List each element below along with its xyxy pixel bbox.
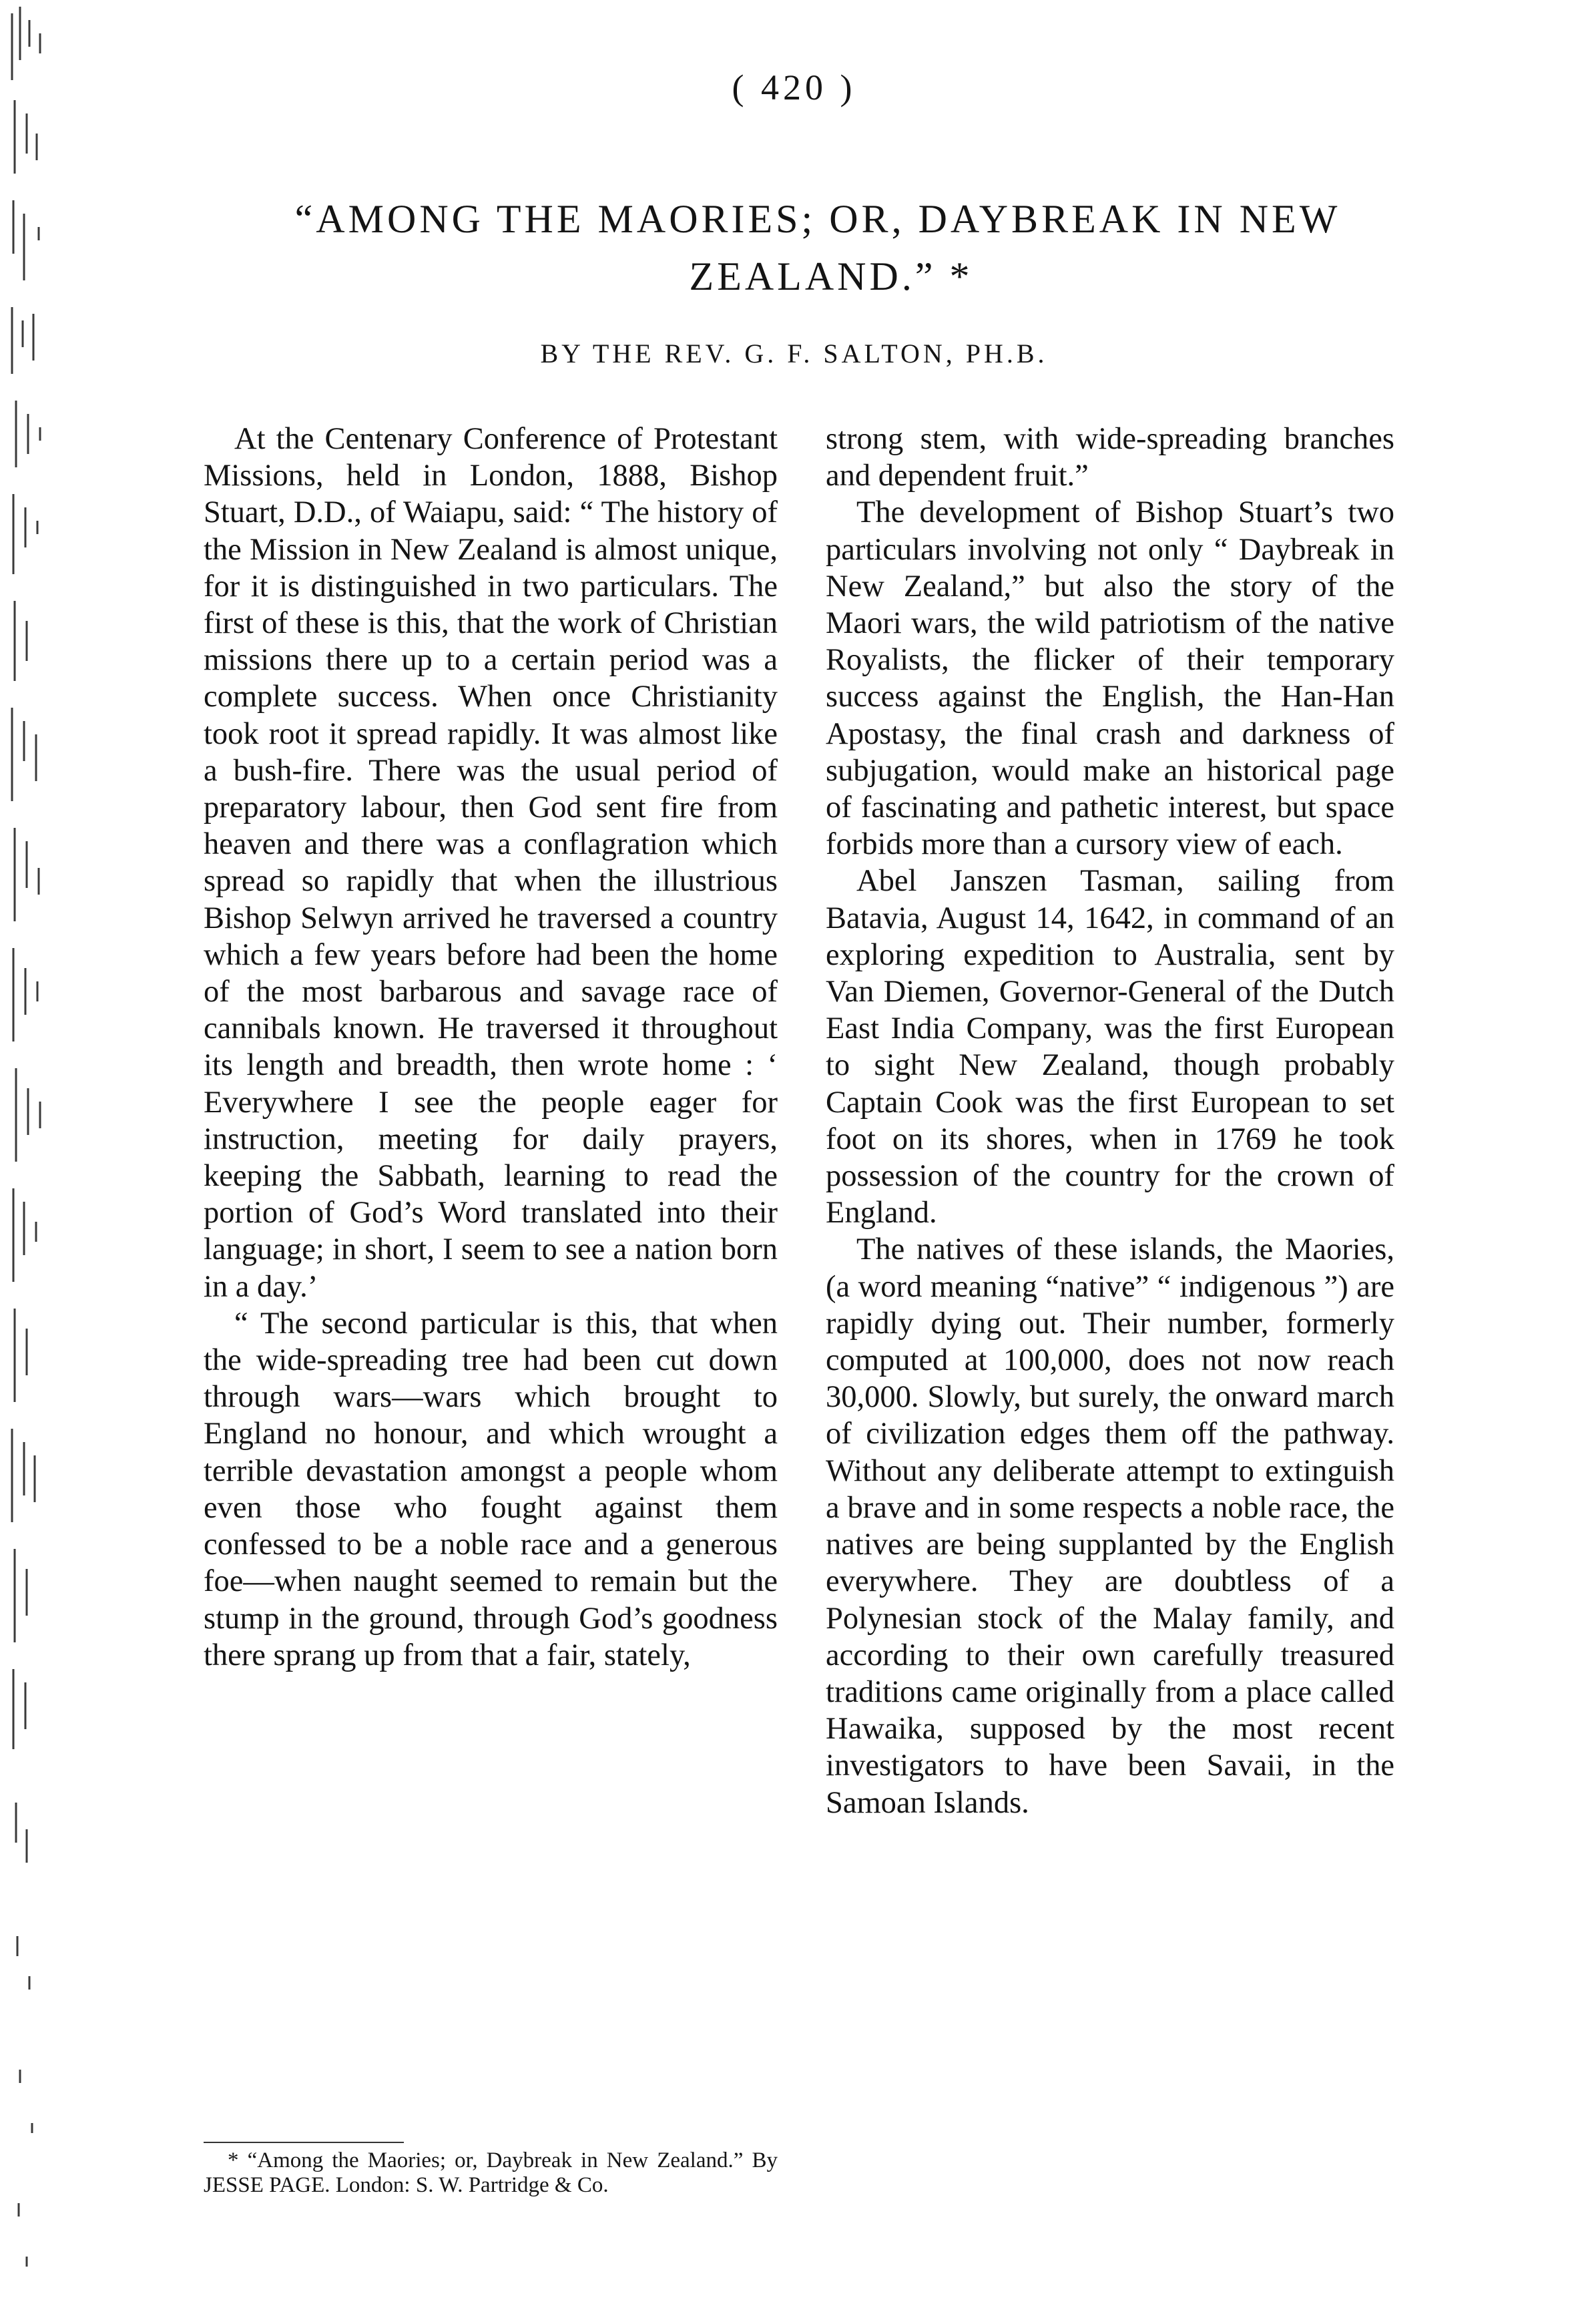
right-column [826,421,1394,1821]
paragraph: The development of Bishop Stuart’s two particulars involving not only “ Daybreak in New Zealand,” but also the story of the Maori wars, the wild patriotism of the native Royalists, the flicker of their temporary success against the English, the Han-Han Apostasy, the final crash and darkness of subjugation, would make an historical page of fascinating and pathetic interest, but space forbids more than a cursory view of each. [826,495,1394,862]
page-number: ( 420 ) [732,67,856,107]
paragraph: “ The second particular is this, that when the wide-spreading tree had been cut down through wars—wars which brought to England no honour, and which wrought a terrible devastation amongst a people whom even those who fought against them confessed to be a noble race and a generous foe—when naught seemed to remain but the stump in the ground, through God’s goodness there sprang up from that a fair, stately, [204,1306,778,1672]
left-column [204,421,778,1674]
paragraph: At the Centenary Conference of Protestant Missions, held in London, 1888, Bishop Stuart, D.D., of Waiapu, said: “ The history of the Mission in New Zealand is almost unique, for it is distinguished in two particulars. The first of these is this, that the work of Christian missions there up to a certain period was a complete success. When once Christianity took root it spread rapidly. It was almost like a bush-fire. There was the usual period of preparatory labour, then God sent fire from heaven and there was a conflagration which spread so rapidly that when the illustrious Bishop Selwyn arrived he traversed a country which a few years before had been the home of the most barbarous and savage race of cannibals known. He traversed it throughout its length and breadth, then wrote home : ‘ Everywhere I see the people eager for instruction, meeting for daily prayers, keeping the Sabbath, learning to read the portion of God’s Word translated into their language; in short, I seem to see a nation born in a day.’ [204,422,778,1304]
paragraph: Abel Janszen Tasman, sailing from Batavia, August 14, 1642, in command of an exploring expedition to Australia, sent by Van Diemen, Governor-General of the Dutch East India Company, was the first European to sight New Zealand, though probably Captain Cook was the first European to set foot on its shores, when in 1769 he took possession of the country for the crown of England. [826,864,1394,1230]
paragraph: The natives of these islands, the Maories, (a word meaning “native” “ indigenous ”) are rapidly dying out. Their number, formerly computed at 100,000, does not now reach 30,000. Slowly, but surely, the onward march of civilization edges them off the pathway. Without any deliberate attempt to extinguish a brave and in some respects a noble race, the natives are being supplanted by the English everywhere. They are doubtless of a Polynesian stock of the Malay family, and according to their own carefully treasured traditions came originally from a place called Hawaika, supposed by the most recent investigators to have been Savaii, in the Samoan Islands. [826,1232,1394,1820]
footnote [204,2148,778,2198]
article-title-line-1: “AMONG THE MAORIES; OR, DAYBREAK IN NEW [294,197,1341,241]
article-byline: BY THE REV. G. F. SALTON, PH.B. [540,338,1048,369]
article-title-line-2: ZEALAND.” * [689,254,973,298]
paragraph-continuation: strong stem, with wide-spreading branches and dependent fruit.” [826,422,1394,493]
footnote-rule [204,2142,404,2143]
article-title [220,190,1415,305]
footnote-text: * “Among the Maories; or, Daybreak in New Zealand.” By JESSE PAGE. London: S. W. Partridge & Co. [204,2148,778,2197]
